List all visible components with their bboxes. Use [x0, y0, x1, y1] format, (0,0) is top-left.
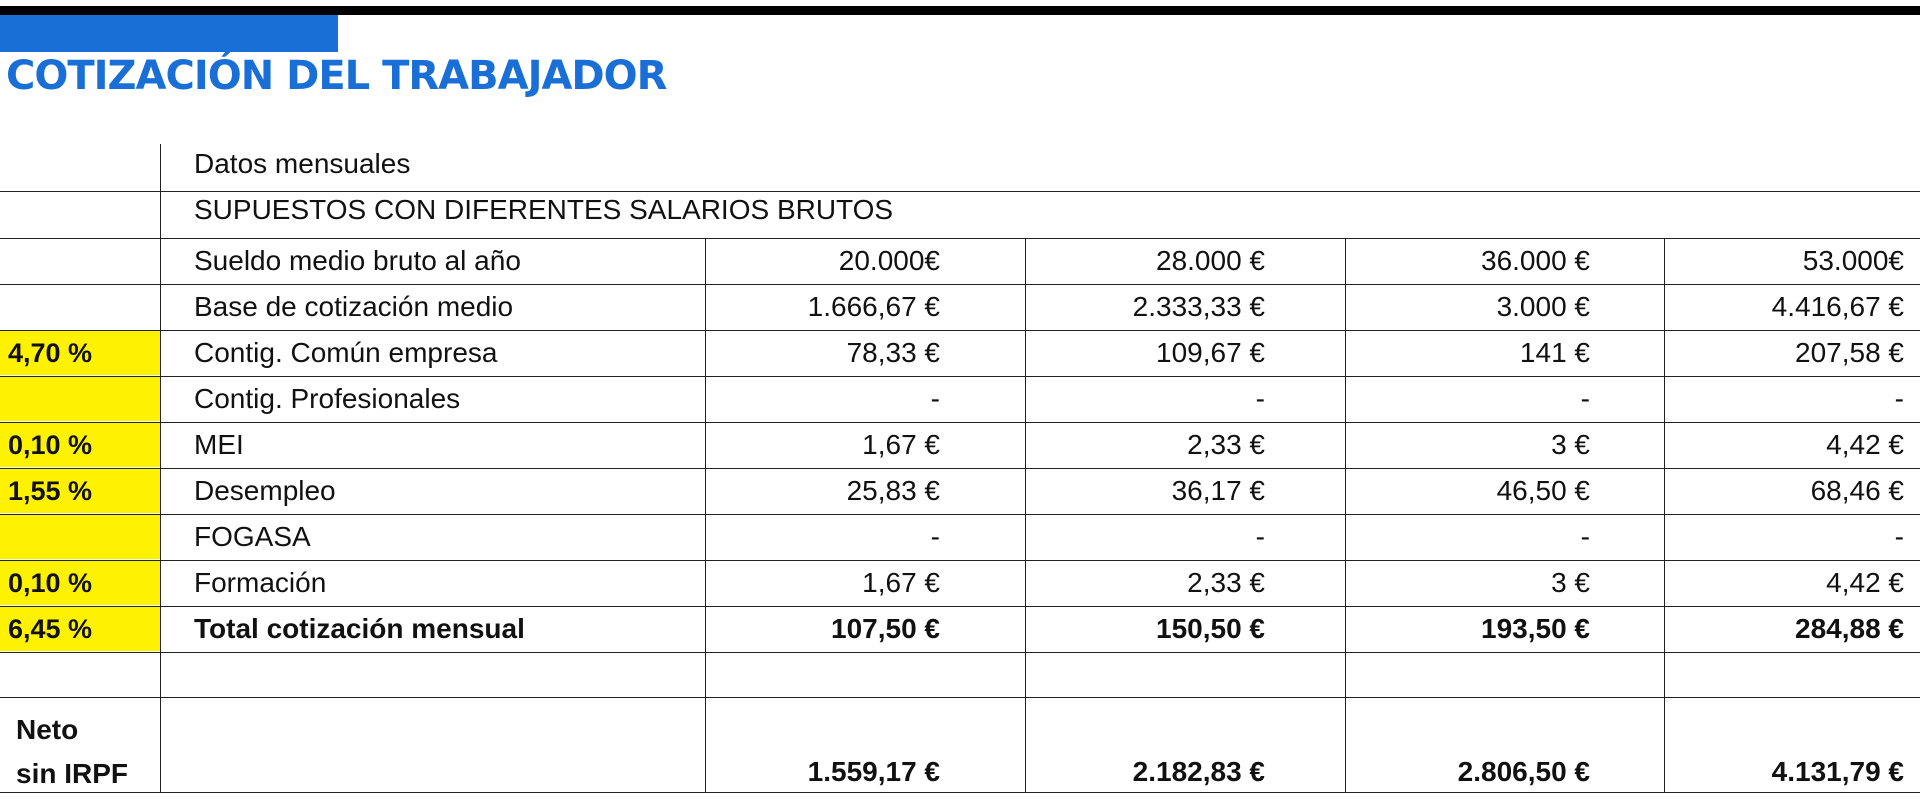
total-value-cell: 107,50 €	[831, 613, 940, 644]
value-cell: 53.000€	[1802, 245, 1904, 276]
row-label: Sueldo medio bruto al año	[194, 245, 521, 276]
net-label-line1: Neto	[16, 714, 79, 745]
value-cell: 141 €	[1519, 337, 1590, 368]
row-label: Contig. Común empresa	[194, 337, 498, 368]
grid-line	[0, 606, 1920, 607]
row-label: Base de cotización medio	[194, 291, 514, 322]
percentage-cell: 0,10 %	[0, 423, 160, 467]
value-cell: -	[1255, 383, 1265, 414]
grid-line	[1345, 238, 1346, 792]
value-cell: 4,42 €	[1826, 429, 1904, 460]
value-cell: 25,83 €	[846, 475, 940, 506]
value-cell: 2,33 €	[1187, 429, 1265, 460]
table-row	[0, 561, 1920, 605]
total-row	[0, 607, 1920, 651]
net-value-cell: 1.559,17 €	[807, 756, 940, 787]
value-cell: 78,33 €	[846, 337, 940, 368]
grid-line	[0, 376, 1920, 377]
value-cell: 68,46 €	[1810, 475, 1904, 506]
grid-line	[160, 144, 161, 792]
value-cell: 1,67 €	[862, 567, 940, 598]
value-cell: 20.000€	[838, 245, 940, 276]
percentage-cell: 4,70 %	[0, 331, 160, 375]
net-label-line2: sin IRPF	[16, 758, 129, 789]
grid-line	[0, 468, 1920, 469]
value-cell: 1,67 €	[862, 429, 940, 460]
total-value-cell: 284,88 €	[1795, 613, 1904, 644]
total-value-cell: 150,50 €	[1156, 613, 1265, 644]
row-label: MEI	[194, 429, 244, 460]
grid-line	[0, 697, 1920, 698]
grid-line	[0, 652, 1920, 653]
value-cell: -	[930, 521, 940, 552]
net-row	[0, 700, 1920, 792]
net-value-cell: 2.182,83 €	[1132, 756, 1265, 787]
value-cell: 28.000 €	[1156, 245, 1265, 276]
value-cell: 1.666,67 €	[807, 291, 940, 322]
percentage-cell: 1,55 %	[0, 469, 160, 513]
table-row	[0, 423, 1920, 467]
grid-line	[0, 792, 1920, 793]
grid-line	[0, 238, 1920, 239]
row-label: Desempleo	[194, 475, 336, 506]
value-cell: 4.416,67 €	[1771, 291, 1904, 322]
table-row	[0, 331, 1920, 375]
net-value-cell: 2.806,50 €	[1457, 756, 1590, 787]
grid-line	[0, 284, 1920, 285]
net-value-cell: 4.131,79 €	[1771, 756, 1904, 787]
value-cell: 207,58 €	[1795, 337, 1904, 368]
grid-line	[0, 422, 1920, 423]
net-label	[16, 708, 128, 796]
value-cell: -	[1894, 383, 1904, 414]
value-cell: 3.000 €	[1496, 291, 1590, 322]
table-row	[0, 239, 1920, 283]
value-cell: 36.000 €	[1481, 245, 1590, 276]
value-cell: 36,17 €	[1171, 475, 1265, 506]
grid-line	[0, 514, 1920, 515]
table-caption: Datos mensuales	[194, 148, 411, 179]
row-label: Total cotización mensual	[194, 613, 525, 644]
grid-line	[0, 191, 1920, 192]
table-row	[0, 285, 1920, 329]
table-row	[0, 377, 1920, 421]
percentage-cell: 0,10 %	[0, 561, 160, 605]
grid-line	[0, 330, 1920, 331]
value-cell: -	[1894, 521, 1904, 552]
value-cell: 46,50 €	[1496, 475, 1590, 506]
value-cell: -	[1580, 383, 1590, 414]
value-cell: 3 €	[1551, 429, 1590, 460]
row-label: Contig. Profesionales	[194, 383, 461, 414]
table-subcaption: SUPUESTOS CON DIFERENTES SALARIOS BRUTOS	[194, 194, 894, 225]
percentage-cell	[0, 377, 160, 421]
value-cell: -	[1255, 521, 1265, 552]
value-cell: 3 €	[1551, 567, 1590, 598]
grid-line	[705, 238, 706, 792]
percentage-cell	[0, 515, 160, 559]
grid-line	[0, 560, 1920, 561]
page-title: COTIZACIÓN DEL TRABAJADOR	[6, 53, 667, 99]
value-cell: 2,33 €	[1187, 567, 1265, 598]
value-cell: -	[930, 383, 940, 414]
table-row	[0, 469, 1920, 513]
percentage-cell: 6,45 %	[0, 607, 160, 651]
row-label: FOGASA	[194, 521, 311, 552]
grid-line	[1025, 238, 1026, 792]
row-label: Formación	[194, 567, 327, 598]
value-cell: -	[1580, 521, 1590, 552]
total-value-cell: 193,50 €	[1481, 613, 1590, 644]
grid-line	[1664, 238, 1665, 792]
value-cell: 2.333,33 €	[1132, 291, 1265, 322]
table-row	[0, 515, 1920, 559]
value-cell: 109,67 €	[1156, 337, 1265, 368]
value-cell: 4,42 €	[1826, 567, 1904, 598]
